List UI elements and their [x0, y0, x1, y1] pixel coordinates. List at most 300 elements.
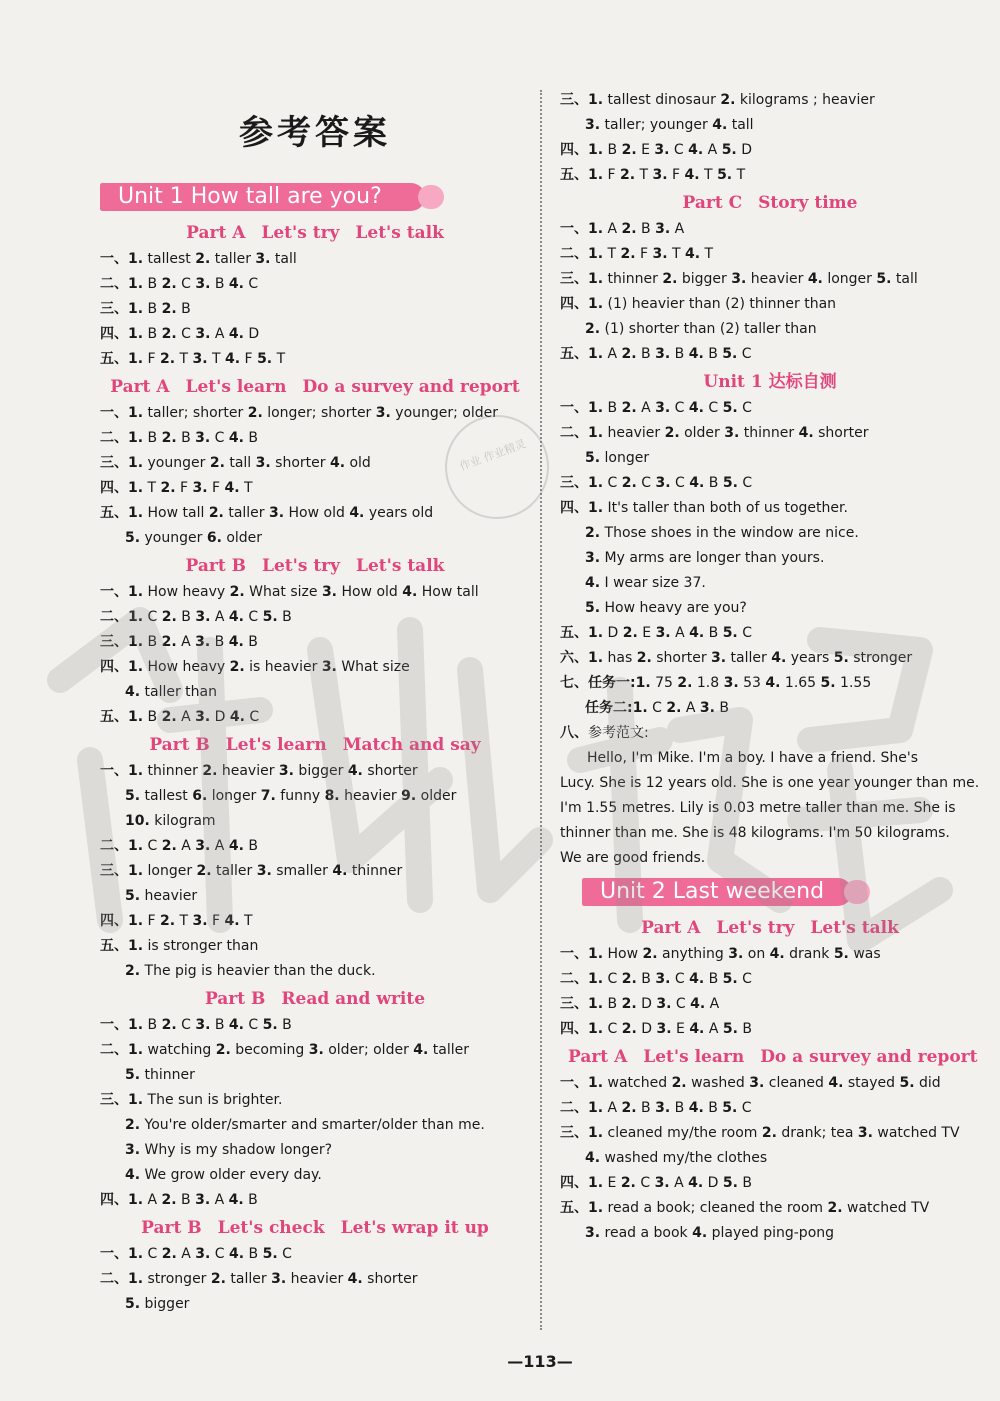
- answer-text: heavier: [339, 788, 402, 804]
- item-number: 3.: [724, 425, 740, 441]
- item-number: 2.: [636, 650, 652, 666]
- question-number: 三、: [560, 271, 588, 287]
- section-heading-part: Part A: [186, 223, 246, 243]
- answer-text: thinner: [739, 425, 799, 441]
- answer-text: D: [210, 709, 230, 725]
- question-number: 一、: [100, 1017, 128, 1033]
- item-number: 2.: [621, 221, 637, 237]
- answer-text: E: [603, 1175, 621, 1191]
- item-number: 5.: [262, 609, 278, 625]
- question-number: 三、: [100, 863, 128, 879]
- answer-text: B: [143, 1017, 162, 1033]
- item-number: 6.: [192, 788, 208, 804]
- answer-text: C: [243, 276, 259, 292]
- answer-text: C: [277, 1246, 292, 1262]
- answer-text: D: [703, 1175, 723, 1191]
- item-number: 5.: [876, 271, 892, 287]
- section-heading-part: Part B: [149, 735, 210, 755]
- answer-text: D: [243, 326, 260, 342]
- answer-text: What size: [336, 659, 410, 675]
- item-number: 3.: [655, 475, 671, 491]
- answer-text: bigger: [140, 1296, 190, 1312]
- answer-text: C: [703, 400, 723, 416]
- answer-text: B: [737, 1021, 752, 1037]
- question-number: 四、: [100, 913, 128, 929]
- answer-text: A: [669, 1175, 689, 1191]
- answer-line: [560, 292, 980, 317]
- answer-text: C: [737, 1100, 752, 1116]
- answer-line: [560, 646, 980, 671]
- item-number: 9.: [401, 788, 417, 804]
- item-number: 2.: [620, 167, 636, 183]
- item-number: 4.: [125, 684, 141, 700]
- section: [560, 369, 980, 746]
- answer-text: B: [704, 971, 723, 987]
- item-number: 2.: [229, 584, 245, 600]
- answer-text: (1) heavier than (2) thinner than: [603, 296, 837, 312]
- question-number: 三、: [560, 996, 588, 1012]
- question-number: 二、: [560, 971, 588, 987]
- item-number: 2.: [209, 455, 225, 471]
- item-number: 2.: [160, 480, 176, 496]
- item-number: 2.: [160, 913, 176, 929]
- item-number: 1.: [128, 1271, 144, 1287]
- answer-line: [560, 1071, 980, 1096]
- answer-text: thinner: [603, 271, 663, 287]
- item-number: 5.: [722, 625, 738, 641]
- answer-text: read a book; cleaned the room: [603, 1200, 828, 1216]
- section-heading-part: Do a survey and report: [760, 1047, 978, 1067]
- item-number: 3.: [375, 405, 391, 421]
- answer-text: F: [635, 246, 653, 262]
- answer-text: B: [636, 346, 656, 362]
- section-heading-part: Part B: [204, 989, 266, 1009]
- item-number: 4.: [765, 675, 781, 691]
- section-heading-part: Let's talk: [356, 556, 445, 576]
- answer-line: [100, 959, 530, 984]
- unit1-banner: [100, 180, 445, 214]
- item-number: 3.: [195, 326, 211, 342]
- item-number: 1.: [128, 913, 144, 929]
- answer-text: B: [670, 1100, 689, 1116]
- answer-text: D: [636, 1021, 657, 1037]
- question-number: 三、: [100, 455, 128, 471]
- question-number: 一、: [100, 763, 128, 779]
- section-heading-part: Read and write: [281, 989, 426, 1009]
- item-number: 4.: [688, 1100, 704, 1116]
- answer-text: T: [239, 913, 253, 929]
- answer-text: read a book: [600, 1225, 693, 1241]
- question-number: 七、: [560, 675, 588, 691]
- answer-text: has: [603, 650, 637, 666]
- answer-text: longer; shorter: [262, 405, 376, 421]
- answer-text: older: [679, 425, 725, 441]
- answer-text: B: [176, 609, 196, 625]
- answer-text: T: [699, 167, 718, 183]
- answer-text: watching: [143, 1042, 216, 1058]
- page-title: 参考答案: [239, 113, 391, 153]
- answer-text: C: [737, 625, 752, 641]
- answer-text: B: [277, 609, 292, 625]
- question-number: 四、: [100, 480, 128, 496]
- section-heading-part: Part A: [110, 377, 170, 397]
- item-number: 1.: [588, 1100, 604, 1116]
- answer-line: [560, 446, 980, 471]
- answer-text: years: [786, 650, 834, 666]
- answer-text: D: [603, 625, 623, 641]
- item-number: 4.: [228, 1192, 244, 1208]
- answer-text: F: [667, 167, 685, 183]
- item-number: 4.: [224, 480, 240, 496]
- item-number: 2.: [662, 271, 678, 287]
- answer-text: bigger: [293, 763, 348, 779]
- answer-text: B: [143, 326, 162, 342]
- answer-text: 75: [650, 675, 678, 691]
- answer-text: B: [143, 634, 162, 650]
- item-number: 5.: [722, 1100, 738, 1116]
- item-number: 3.: [585, 550, 601, 566]
- item-number: 4.: [228, 430, 244, 446]
- answer-text: B: [603, 400, 622, 416]
- item-number: 4.: [228, 609, 244, 625]
- item-number: 4.: [413, 1042, 429, 1058]
- answer-text: F: [207, 480, 225, 496]
- answer-line: [560, 396, 980, 421]
- answer-text: old: [345, 455, 371, 471]
- section-heading: [100, 732, 530, 758]
- item-number: 5.: [833, 946, 849, 962]
- answer-text: A: [603, 1100, 622, 1116]
- answer-text: B: [243, 838, 258, 854]
- answer-text: watched TV: [842, 1200, 930, 1216]
- answer-line: [560, 163, 980, 188]
- question-number: 五、: [100, 938, 128, 954]
- answer-text: A: [636, 400, 656, 416]
- answer-text: A: [210, 838, 229, 854]
- item-number: 1.: [588, 996, 604, 1012]
- item-number: 2.: [620, 246, 636, 262]
- answer-line: [560, 1221, 980, 1246]
- answer-text: younger; older: [390, 405, 499, 421]
- question-number: 八、: [560, 725, 588, 741]
- item-number: 4.: [807, 271, 823, 287]
- answer-line: [100, 1013, 530, 1038]
- answer-line: [100, 401, 530, 426]
- item-number: 4.: [689, 475, 705, 491]
- answer-line: [560, 471, 980, 496]
- answer-text: B: [210, 634, 229, 650]
- answer-line: [100, 909, 530, 934]
- item-number: 2.: [161, 1246, 177, 1262]
- answer-text: A: [705, 996, 720, 1012]
- answer-line: [100, 297, 530, 322]
- item-number: 2.: [620, 1175, 636, 1191]
- stamp-text: 作业 作业精灵: [457, 437, 528, 474]
- answer-text: C: [143, 609, 162, 625]
- answer-text: older; older: [323, 1042, 414, 1058]
- item-number: 5.: [125, 888, 141, 904]
- item-number: 5.: [722, 971, 738, 987]
- answer-text: 参考范文:: [588, 725, 649, 741]
- answer-text: B: [636, 971, 656, 987]
- answer-text: B: [210, 276, 229, 292]
- item-number: 4.: [224, 913, 240, 929]
- item-number: 4.: [228, 838, 244, 854]
- answer-text: A: [210, 609, 229, 625]
- answer-text: longer: [207, 788, 261, 804]
- item-number: 2.: [664, 425, 680, 441]
- item-number: 1.: [128, 301, 144, 317]
- item-number: 2.: [208, 505, 224, 521]
- answer-text: A: [176, 709, 196, 725]
- item-number: 4.: [347, 1271, 363, 1287]
- answer-text: C: [636, 475, 656, 491]
- item-number: 5.: [125, 1296, 141, 1312]
- answer-text: thinner: [347, 863, 403, 879]
- item-number: 10.: [125, 813, 150, 829]
- answer-text: B: [714, 700, 730, 716]
- item-number: 4.: [585, 575, 601, 591]
- item-number: 1.: [128, 1192, 144, 1208]
- item-number: 4.: [690, 996, 706, 1012]
- item-number: 1.: [128, 584, 144, 600]
- section: [100, 732, 530, 984]
- section-heading-part: Let's learn: [643, 1047, 745, 1067]
- item-number: 4.: [688, 346, 704, 362]
- item-number: 1.: [588, 296, 604, 312]
- answer-line: [100, 1138, 530, 1163]
- answer-text: B: [176, 1192, 196, 1208]
- answer-text: played ping-pong: [707, 1225, 835, 1241]
- item-number: 2.: [125, 963, 141, 979]
- item-number: 3.: [731, 271, 747, 287]
- answer-text: taller; shorter: [143, 405, 248, 421]
- answer-line: [100, 1188, 530, 1213]
- answer-text: B: [243, 430, 259, 446]
- answer-text: B: [176, 430, 196, 446]
- answer-text: We grow older every day.: [140, 1167, 322, 1183]
- answer-text: longer: [143, 863, 197, 879]
- item-number: 6.: [206, 530, 222, 546]
- answer-text: tall: [270, 251, 297, 267]
- answer-text: Why is my shadow longer?: [140, 1142, 333, 1158]
- answer-text: A: [176, 634, 196, 650]
- item-number: 4.: [332, 863, 348, 879]
- answer-text: F: [175, 480, 193, 496]
- item-number: 2.: [621, 971, 637, 987]
- answer-line: [560, 942, 980, 967]
- question-number: 一、: [100, 251, 128, 267]
- answer-text: cleaned my/the room: [603, 1125, 762, 1141]
- answer-text: longer: [822, 271, 877, 287]
- item-number: 3.: [655, 1100, 671, 1116]
- item-number: 3.: [728, 946, 744, 962]
- item-number: 1.: [588, 500, 604, 516]
- item-number: 1.: [128, 1092, 144, 1108]
- item-number: 1.: [588, 650, 604, 666]
- item-number: 2.: [195, 251, 211, 267]
- item-number: 1.: [588, 167, 604, 183]
- answer-text: taller: [225, 1271, 272, 1287]
- answer-text: How tall: [417, 584, 479, 600]
- item-number: 3.: [585, 1225, 601, 1241]
- question-number: 四、: [560, 500, 588, 516]
- item-number: 1.: [128, 634, 144, 650]
- item-number: 3.: [655, 971, 671, 987]
- answer-text: A: [210, 1192, 229, 1208]
- answer-text: How old: [284, 505, 350, 521]
- answer-text: C: [737, 400, 752, 416]
- answer-text: kilograms ; heavier: [735, 92, 875, 108]
- answer-text: B: [244, 1246, 263, 1262]
- answer-text: A: [176, 838, 196, 854]
- item-number: 3.: [195, 276, 211, 292]
- answer-text: A: [681, 700, 700, 716]
- answer-text: B: [143, 430, 162, 446]
- item-number: 4.: [689, 971, 705, 987]
- item-number: 2.: [196, 863, 212, 879]
- item-number: 1.: [588, 400, 604, 416]
- answer-text: 1.8: [692, 675, 724, 691]
- item-number: 1.: [128, 609, 144, 625]
- answer-text: E: [671, 1021, 690, 1037]
- question-number: 三、: [560, 92, 588, 108]
- answer-line: [100, 580, 530, 605]
- answer-text: C: [244, 709, 260, 725]
- item-number: 3.: [652, 246, 668, 262]
- section-heading-part: Let's learn: [225, 735, 327, 755]
- item-number: 1.: [128, 863, 144, 879]
- item-number: 3.: [192, 351, 208, 367]
- item-number: 5.: [717, 167, 733, 183]
- item-number: 2.: [585, 525, 601, 541]
- question-number: 二、: [100, 1271, 128, 1287]
- item-number: 2.: [215, 1042, 231, 1058]
- answer-text: longer: [600, 450, 650, 466]
- section-heading-part: Part B: [185, 556, 246, 576]
- answer-line: [560, 696, 980, 721]
- item-number: 1.: [128, 659, 144, 675]
- item-number: 1.: [128, 480, 144, 496]
- answer-text: C: [176, 326, 196, 342]
- answer-text: heavier: [140, 888, 198, 904]
- answer-line: [560, 113, 980, 138]
- answer-line: [560, 596, 980, 621]
- item-number: 2.: [761, 1125, 777, 1141]
- answer-text: shorter: [362, 1271, 418, 1287]
- question-number: 五、: [100, 709, 128, 725]
- answer-line: [100, 247, 530, 272]
- answer-text: A: [603, 221, 622, 237]
- item-number: 5.: [262, 1017, 278, 1033]
- item-number: 3.: [655, 346, 671, 362]
- item-number: 1.: [588, 221, 604, 237]
- answer-text: T: [272, 351, 286, 367]
- question-number: 三、: [100, 1092, 128, 1108]
- answer-text: bigger: [677, 271, 732, 287]
- item-number: 1.: [128, 405, 144, 421]
- item-number: 3.: [654, 142, 670, 158]
- section-heading-part: Let's try: [262, 556, 341, 576]
- item-number: 1.: [588, 1125, 604, 1141]
- item-number: 3.: [278, 763, 294, 779]
- section-heading: [100, 553, 530, 579]
- item-number: 4.: [689, 625, 705, 641]
- section-heading-part: Match and say: [342, 735, 481, 755]
- essay-line: Hello, I'm Mike. I'm a boy. I have a friend. She's: [587, 750, 919, 766]
- answer-line: [560, 1196, 980, 1221]
- answer-text: B: [176, 301, 191, 317]
- item-number: 5.: [820, 675, 836, 691]
- answer-text: B: [704, 625, 723, 641]
- answer-text: T: [700, 246, 714, 262]
- item-number: 7.: [260, 788, 276, 804]
- item-number: 3.: [192, 480, 208, 496]
- item-number: 1.: [588, 246, 604, 262]
- answer-line: [560, 721, 980, 746]
- item-number: 3.: [656, 996, 672, 1012]
- answer-text: B: [636, 221, 656, 237]
- answer-text: watched TV: [872, 1125, 960, 1141]
- answer-text: F: [240, 351, 258, 367]
- answer-text: B: [704, 475, 723, 491]
- answer-line: [560, 1121, 980, 1146]
- item-number: 3.: [192, 913, 208, 929]
- answer-text: is stronger than: [143, 938, 259, 954]
- answer-line: [560, 521, 980, 546]
- item-number: 3.: [655, 221, 671, 237]
- answer-text: E: [636, 142, 655, 158]
- item-number: 2.: [621, 996, 637, 1012]
- answer-text: shorter: [270, 455, 330, 471]
- answer-line: [560, 496, 980, 521]
- item-number: 4.: [402, 584, 418, 600]
- item-number: 2.: [621, 142, 637, 158]
- answer-text: How heavy are you?: [600, 600, 747, 616]
- answer-text: stronger: [143, 1271, 211, 1287]
- item-number: 2.: [161, 301, 177, 317]
- item-number: 4.: [688, 142, 704, 158]
- answer-text: tallest: [140, 788, 193, 804]
- answer-text: The pig is heavier than the duck.: [140, 963, 376, 979]
- answer-text: What size: [244, 584, 322, 600]
- item-number: 2.: [161, 430, 177, 446]
- question-number: 四、: [560, 296, 588, 312]
- section-heading-part: Do a survey and report: [302, 377, 520, 397]
- item-number: 5.: [722, 1021, 738, 1037]
- item-number: 1.: [588, 92, 604, 108]
- answer-text: heavier: [603, 425, 665, 441]
- answer-text: A: [210, 326, 229, 342]
- item-number: 3.: [655, 625, 671, 641]
- answer-line: [100, 1113, 530, 1138]
- answer-text: younger: [143, 455, 210, 471]
- item-number: 4.: [347, 763, 363, 779]
- answer-text: tall: [727, 117, 754, 133]
- answer-text: T: [732, 167, 746, 183]
- item-number: 1.: [588, 475, 604, 491]
- item-number: 4.: [712, 117, 728, 133]
- answer-text: D: [636, 996, 657, 1012]
- question-number: 三、: [100, 301, 128, 317]
- answer-text: C: [635, 1175, 655, 1191]
- answer-text: T: [175, 913, 193, 929]
- answer-line: [560, 138, 980, 163]
- item-number: 3.: [195, 838, 211, 854]
- answer-text: C: [737, 475, 753, 491]
- item-number: 2.: [827, 1200, 843, 1216]
- item-number: 5.: [722, 1175, 738, 1191]
